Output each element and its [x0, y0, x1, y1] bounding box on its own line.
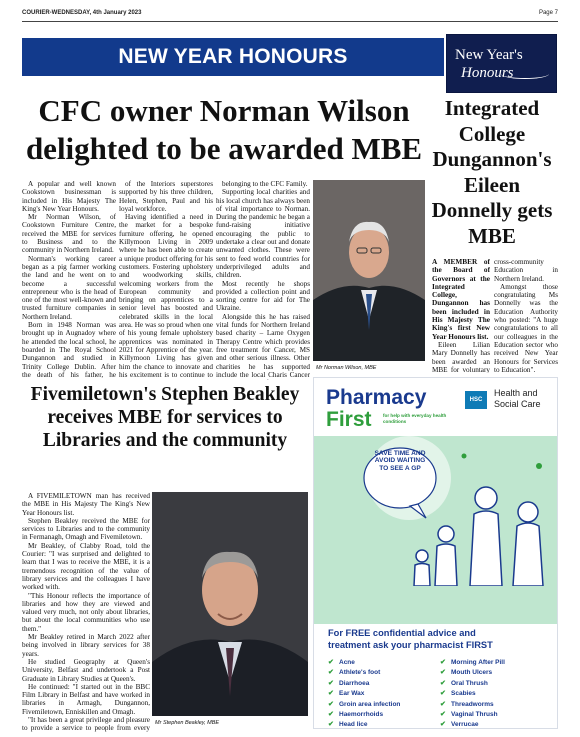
condition-label: Diarrhoea — [339, 679, 370, 687]
logo-swoosh-icon — [501, 69, 549, 79]
condition-label: Scabies — [451, 690, 476, 698]
paragraph: He continued: "I started out in the BBC Film Library in Belfast and have worked in libraries in Armagh, Dungannon, Fivemiletown, Enniskillen and Omagh. — [22, 682, 150, 716]
condition-label: Ear Wax — [339, 690, 365, 698]
article-2-headline: Integrated College Dungannon's Eileen Donnelly gets MBE — [431, 96, 553, 248]
paragraph: Mr Beakley retired in March 2022 after being involved in library services for 38 years. — [22, 633, 150, 658]
article-3-column-1 — [22, 492, 150, 732]
condition-label: Threadworms — [451, 700, 494, 708]
list-item — [328, 720, 438, 729]
paragraph: "This Honour reflects the importance of libraries and how they are viewed and valued very much, not only about libraries, but about the local communities who use them." — [22, 591, 150, 633]
list-item — [328, 658, 438, 668]
list-item — [440, 679, 550, 689]
norman-wilson-caption: Mr Norman Wilson, MBE — [316, 365, 377, 371]
condition-label: Athlete's foot — [339, 669, 381, 677]
condition-label: Haemorrhoids — [339, 711, 384, 719]
paragraph: Having identified a need in the market for a bespoke furniture offering, he opened Killymoon Living in 2009 where he has been able to create a unique product offering for his customers. Fostering upholstery and woodworking skills, welcoming workers from the European community and bringing on apprentices to a senior level has boosted and celebrated skills in the local area. He was so proud when one of his young female upholstery apprentices was nominated in 2021 for Apprentice of the year. Killymoon Living has given him the chance to innovate and his excitement is to continue to — [119, 213, 213, 379]
hsc-text: Health and Social Care — [494, 388, 541, 409]
paragraph: Mr Beakley, of Clabby Road, told the Courier: "I was surprised and delighted to learn that I was to receive the MBE, it is a tremendous recognition of the value of library services and the colleagues I have worked with. — [22, 541, 150, 592]
ad-brand-pharmacy: Pharmacy — [326, 386, 427, 409]
list-item — [328, 679, 438, 689]
paragraph: cross-community Education in Northern Ireland. — [494, 258, 558, 283]
hsc-logo-icon: HSC — [465, 391, 487, 409]
condition-label: Mouth Ulcers — [451, 669, 493, 677]
ad-conditions-list-left — [328, 658, 438, 729]
list-item — [440, 710, 550, 720]
ad-brand-first: First — [326, 408, 372, 431]
ad-tagline: for help with everyday health conditions — [383, 413, 447, 424]
new-years-honours-logo — [446, 34, 557, 93]
article-3-headline: Fivemiletown's Stephen Beakley receives MBE for services to Libraries and the community — [30, 384, 300, 451]
paragraph: Most recently he shops provided a collection point and sorting centre for aid for The Ukraine. — [216, 279, 310, 313]
page-number: Page 7 — [538, 10, 558, 16]
check-icon: ✔ — [440, 700, 446, 708]
condition-label: Verrucae — [451, 721, 479, 729]
condition-label: Groin area infection — [339, 700, 401, 708]
check-icon: ✔ — [440, 669, 446, 677]
ad-speech-bubble: SAVE TIME AND AVOID WAITING TO SEE A GP — [374, 450, 426, 472]
check-icon: ✔ — [328, 669, 334, 677]
list-item — [440, 658, 550, 668]
condition-label: Oral Thrush — [451, 679, 488, 687]
ad-cta-line-2: treatment ask your pharmacist FIRST — [328, 640, 493, 650]
check-icon: ✔ — [440, 679, 446, 687]
paragraph: belonging to the CFC Family. — [222, 180, 308, 188]
ad-conditions-list-right — [440, 658, 550, 729]
check-icon: ✔ — [328, 659, 334, 666]
list-item — [440, 700, 550, 710]
article-1-column-1 — [22, 180, 116, 380]
family-illustration — [314, 436, 558, 624]
check-icon: ✔ — [440, 659, 446, 666]
list-item — [328, 710, 438, 720]
paragraph: of the Interiors superstores supported by his three children, Helen, Stephen, Paul and his loyal workforce. — [119, 180, 213, 213]
paragraph: Eileen Lilian Mary Donnelly has been awarded an MBE for voluntary — [432, 340, 490, 373]
list-item — [328, 689, 438, 699]
condition-label: Morning After Pill — [451, 659, 505, 666]
logo-line-1: New Year's — [455, 47, 523, 63]
condition-label: Acne — [339, 659, 355, 666]
list-item — [440, 720, 550, 729]
article-1-column-3 — [216, 180, 310, 380]
list-item — [328, 668, 438, 678]
article-2-column-1 — [432, 258, 490, 373]
paragraph: A FIVEMILETOWN man has received the MBE in His Majesty The King's New Year Honours list. — [22, 492, 150, 517]
article-2-column-2 — [494, 258, 558, 373]
list-item — [440, 668, 550, 678]
section-banner: NEW YEAR HONOURS — [22, 38, 444, 76]
check-icon: ✔ — [328, 721, 334, 729]
paragraph: Stephen Beakley received the MBE for services to Libraries and to the community in Fermanagh, Omagh and Fivemiletown. — [22, 516, 150, 542]
condition-label: Vaginal Thrush — [451, 711, 498, 719]
check-icon: ✔ — [328, 711, 334, 719]
article-1-headline: CFC owner Norman Wilson delighted to be awarded MBE — [25, 93, 423, 166]
condition-label: Head lice — [339, 721, 368, 729]
paragraph: Supporting local charities and his local church has always been of vital importance to Norman. During the pandemic he began a fund-raising initiative encouraging the public to undertake a clear out and donate unwanted clothes. These were sent to feed world countries for underprivileged adults and children. — [216, 188, 310, 280]
article-1-column-2 — [119, 180, 213, 380]
paragraph: Alongside this he has raised vital funds for Northern Ireland based charity – Larne Oxygen Therapy Centre which provides free treatment for Cancer, MS and other serious illness. Other charities he has supported include the local Charis Cancer — [216, 312, 310, 379]
top-rule — [22, 21, 558, 22]
folio-date: COURIER-WEDNESDAY, 4th January 2023 — [22, 10, 142, 16]
paragraph: He studied Geography at Queen's University, Belfast and undertook a Post Graduate in Library Studies at Queen's. — [22, 657, 150, 683]
paragraph: Amongst those congratulating Ms Donnelly was the Education Authority who posted: "A huge congratulations to all our colleagues in the Education sector who received New Year Honours for Services to Education". — [494, 282, 558, 373]
stephen-beakley-caption: Mr Stephen Beakley, MBE — [155, 720, 220, 726]
ad-cta-line-1: For FREE confidential advice and — [328, 628, 476, 638]
paragraph: A popular and well known Cookstown businessman is included in His Majesty The King's New Year Honours. — [22, 180, 116, 213]
check-icon: ✔ — [440, 690, 446, 698]
check-icon: ✔ — [440, 711, 446, 719]
stephen-beakley-photo — [152, 492, 308, 716]
check-icon: ✔ — [328, 679, 334, 687]
norman-wilson-photo — [313, 180, 425, 361]
check-icon: ✔ — [440, 721, 446, 729]
paragraph-lead: A MEMBER of the Board of Governors at the Integrated College, Dungannon has been included in His Majesty The King's first New Year Honours list. — [432, 258, 490, 341]
paragraph: Mr Norman Wilson, of Cookstown Furniture Centre, received the MBE for services to Business and to the community in Northern Ireland. — [22, 213, 116, 255]
logo-line-2: Honours — [461, 65, 514, 81]
paragraph: Norman's working career began as a pig farmer working the land and he went on to become a successful entrepreneur who is the head of one of the most well-known and trusted furniture companies in Northern Ireland. — [22, 254, 116, 321]
list-item — [440, 689, 550, 699]
check-icon: ✔ — [328, 690, 334, 698]
list-item — [328, 700, 438, 710]
pharmacy-first-advert — [313, 377, 558, 729]
paragraph: Born in 1948 Norman was brought up in Augnadoy where he attended the local school, he boarded in The Royal School Dungannon and studied in Trinity College Dublin. After the death of his father, he — [22, 321, 116, 379]
check-icon: ✔ — [328, 700, 334, 708]
paragraph: "It has been a great privilege and pleasure to provide a service to people from every — [22, 716, 150, 732]
